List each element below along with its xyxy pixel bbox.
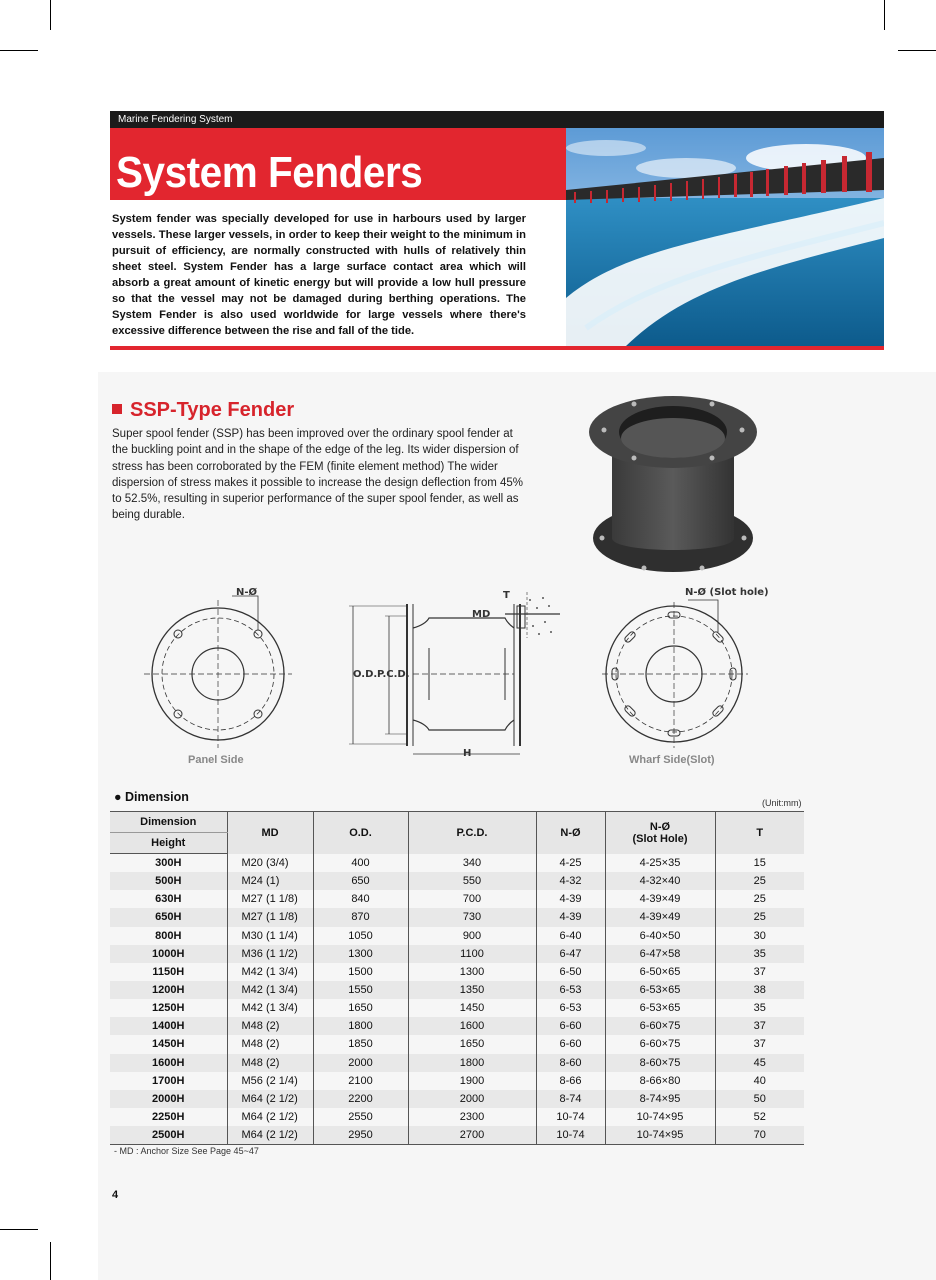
ssp-heading-text: SSP-Type Fender bbox=[130, 399, 295, 421]
wharf-hole-label: N-Ø (Slot hole) bbox=[685, 587, 769, 598]
row-md: M27 (1 1/8) bbox=[227, 908, 313, 926]
row-t: 35 bbox=[715, 999, 804, 1017]
row-n: 10-74 bbox=[536, 1108, 605, 1126]
row-n: 8-60 bbox=[536, 1054, 605, 1072]
row-n-slot: 8-60×75 bbox=[605, 1054, 715, 1072]
table-row bbox=[110, 981, 804, 999]
row-md: M42 (1 3/4) bbox=[227, 963, 313, 981]
row-t: 37 bbox=[715, 963, 804, 981]
row-n: 8-66 bbox=[536, 1072, 605, 1090]
row-n: 6-50 bbox=[536, 963, 605, 981]
row-t: 40 bbox=[715, 1072, 804, 1090]
row-n-slot: 8-74×95 bbox=[605, 1090, 715, 1108]
row-t: 37 bbox=[715, 1017, 804, 1035]
row-pcd: 900 bbox=[408, 927, 536, 945]
row-height: 1150H bbox=[152, 965, 185, 978]
header-divider bbox=[110, 346, 884, 350]
row-pcd: 2000 bbox=[408, 1090, 536, 1108]
table-row bbox=[110, 1126, 804, 1145]
dimension-heading bbox=[114, 790, 189, 804]
row-n-slot: 6-53×65 bbox=[605, 999, 715, 1017]
row-pcd: 1800 bbox=[408, 1054, 536, 1072]
row-od: 2100 bbox=[313, 1072, 408, 1090]
row-pcd: 2300 bbox=[408, 1108, 536, 1126]
header-od: O.D. bbox=[313, 812, 408, 854]
row-n-slot: 6-60×75 bbox=[605, 1017, 715, 1035]
row-height: 1000H bbox=[110, 945, 227, 963]
row-md: M64 (2 1/2) bbox=[227, 1126, 313, 1145]
table-note: - MD : Anchor Size See Page 45~47 bbox=[114, 1146, 259, 1156]
row-t: 38 bbox=[715, 981, 804, 999]
page-number: 4 bbox=[112, 1189, 119, 1201]
ssp-description: Super spool fender (SSP) has been improved over the ordinary spool fender at the buckling point and in the shape of the edge of the leg. Its wider dispersion of stress has been corroborated by the FEM (finite element method) The wider dispersion of stress makes it possible to increase the design deflection from 45% to 52.5%, resulting in superior performance of the super spool fender, as well as being durable. bbox=[112, 428, 524, 522]
crop-mark bbox=[0, 1229, 38, 1230]
row-od: 2550 bbox=[313, 1108, 408, 1126]
side-pcd-label: P.C.D. bbox=[377, 669, 410, 680]
row-md: M42 (1 3/4) bbox=[227, 981, 313, 999]
table-row bbox=[110, 927, 804, 945]
row-md: M48 (2) bbox=[227, 1054, 313, 1072]
header-n-slot bbox=[605, 812, 715, 854]
row-t: 25 bbox=[715, 890, 804, 908]
row-n: 6-60 bbox=[536, 1017, 605, 1035]
row-md: M27 (1 1/8) bbox=[227, 890, 313, 908]
header-n: N-Ø bbox=[536, 812, 605, 854]
row-n-slot: 4-39×49 bbox=[605, 890, 715, 908]
row-height: 630H bbox=[155, 893, 182, 906]
intro-text: System fender was specially developed for use in harbours used by larger vessels. These larger vessels, in order to keep their weight to the minimum in pursuit of efficiency, are normally constructed with hulls of relatively thin sheet steel. System Fender has a large surface contact area which will absorb a great amount of kinetic energy but will provide a low hull pressure so that the vessel may not be damaged during berthing operations. The System Fender is also used worldwide for large vessels where there's excessive difference between the rise and fall of the tide. bbox=[112, 213, 526, 337]
row-od: 1050 bbox=[313, 927, 408, 945]
table-row bbox=[110, 1072, 804, 1090]
row-t: 37 bbox=[715, 1035, 804, 1053]
panel-hole-label: N-Ø bbox=[236, 587, 258, 598]
row-od: 2000 bbox=[313, 1054, 408, 1072]
row-t: 50 bbox=[715, 1090, 804, 1108]
crop-mark bbox=[884, 0, 885, 30]
row-n-slot: 4-25×35 bbox=[605, 854, 715, 873]
square-bullet-icon bbox=[112, 404, 122, 414]
table-row bbox=[110, 945, 804, 963]
header-height: Height bbox=[110, 833, 227, 854]
table-row bbox=[110, 872, 804, 890]
row-n: 6-40 bbox=[536, 927, 605, 945]
row-md: M48 (2) bbox=[227, 1017, 313, 1035]
side-md-label: MD bbox=[472, 609, 491, 620]
row-md: M48 (2) bbox=[227, 1035, 313, 1053]
table-row bbox=[110, 1017, 804, 1035]
row-md: M64 (2 1/2) bbox=[227, 1090, 313, 1108]
table-row bbox=[110, 1108, 804, 1126]
header-n-slot-line1: N-Ø bbox=[649, 820, 671, 833]
header-dimension: Dimension bbox=[110, 812, 227, 833]
row-n: 4-32 bbox=[536, 872, 605, 890]
row-od: 1550 bbox=[313, 981, 408, 999]
side-od-label: O.D. bbox=[353, 669, 378, 680]
row-md: M64 (2 1/2) bbox=[227, 1108, 313, 1126]
row-od: 1500 bbox=[313, 963, 408, 981]
row-n-slot: 6-50×65 bbox=[605, 963, 715, 981]
row-n: 6-47 bbox=[536, 945, 605, 963]
table-row bbox=[110, 1090, 804, 1108]
row-pcd: 700 bbox=[408, 890, 536, 908]
row-od: 650 bbox=[313, 872, 408, 890]
table-row bbox=[110, 854, 804, 873]
header-t: T bbox=[715, 812, 804, 854]
row-od: 870 bbox=[313, 908, 408, 926]
side-h-label: H bbox=[463, 748, 472, 759]
row-pcd: 730 bbox=[408, 908, 536, 926]
row-n-slot: 10-74×95 bbox=[605, 1126, 715, 1145]
row-n-slot: 6-60×75 bbox=[605, 1035, 715, 1053]
section-label: Marine Fendering System bbox=[118, 114, 233, 125]
panel-side-caption: Panel Side bbox=[188, 754, 244, 766]
ssp-heading bbox=[112, 399, 294, 422]
row-n-slot: 4-32×40 bbox=[605, 872, 715, 890]
row-t: 45 bbox=[715, 1054, 804, 1072]
row-t: 25 bbox=[715, 872, 804, 890]
crop-mark bbox=[0, 50, 38, 51]
page-title: System Fenders bbox=[116, 148, 423, 197]
row-height: 1600H bbox=[110, 1054, 227, 1072]
row-height: 800H bbox=[155, 929, 182, 942]
row-n: 4-25 bbox=[536, 854, 605, 873]
row-n: 6-53 bbox=[536, 999, 605, 1017]
row-height: 2000H bbox=[110, 1090, 227, 1108]
row-n-slot: 6-40×50 bbox=[605, 927, 715, 945]
row-height: 300H bbox=[155, 857, 182, 870]
row-height: 2500H bbox=[110, 1126, 227, 1145]
row-md: M30 (1 1/4) bbox=[227, 927, 313, 945]
row-od: 400 bbox=[313, 854, 408, 873]
dimension-table bbox=[110, 811, 804, 1145]
row-md: M56 (2 1/4) bbox=[227, 1072, 313, 1090]
row-t: 30 bbox=[715, 927, 804, 945]
row-t: 15 bbox=[715, 854, 804, 873]
wharf-side-diagram bbox=[598, 594, 758, 754]
row-height: 2250H bbox=[152, 1111, 185, 1124]
wharf-side-caption: Wharf Side(Slot) bbox=[629, 754, 715, 766]
row-n: 4-39 bbox=[536, 890, 605, 908]
table-row bbox=[110, 1054, 804, 1072]
header-n-slot-line2: (Slot Hole) bbox=[632, 832, 688, 845]
row-height: 1200H bbox=[110, 981, 227, 999]
row-n-slot: 4-39×49 bbox=[605, 908, 715, 926]
row-od: 1850 bbox=[313, 1035, 408, 1053]
row-md: M42 (1 3/4) bbox=[227, 999, 313, 1017]
section-bar bbox=[110, 111, 884, 128]
row-md: M24 (1) bbox=[227, 872, 313, 890]
table-row bbox=[110, 908, 804, 926]
header-pcd: P.C.D. bbox=[408, 812, 536, 854]
crop-mark bbox=[50, 1242, 51, 1280]
row-pcd: 340 bbox=[408, 854, 536, 873]
row-n-slot: 6-47×58 bbox=[605, 945, 715, 963]
table-row bbox=[110, 999, 804, 1017]
ssp-fender-image bbox=[584, 392, 762, 578]
header-md: MD bbox=[227, 812, 313, 854]
row-n: 4-39 bbox=[536, 908, 605, 926]
row-height: 1400H bbox=[110, 1017, 227, 1035]
row-height: 1250H bbox=[152, 1002, 185, 1015]
row-t: 35 bbox=[715, 945, 804, 963]
crop-mark bbox=[898, 50, 936, 51]
row-od: 2950 bbox=[313, 1126, 408, 1145]
side-t-label: T bbox=[503, 590, 510, 601]
unit-label: (Unit:mm) bbox=[762, 798, 802, 808]
row-height: 1450H bbox=[152, 1038, 185, 1051]
row-od: 1650 bbox=[313, 999, 408, 1017]
row-t: 52 bbox=[715, 1108, 804, 1126]
dimension-table-body bbox=[110, 854, 804, 1145]
bullet-dot-icon: ● bbox=[114, 790, 126, 804]
row-pcd: 1600 bbox=[408, 1017, 536, 1035]
row-pcd: 1100 bbox=[408, 945, 536, 963]
table-row bbox=[110, 890, 804, 908]
row-pcd: 1450 bbox=[408, 999, 536, 1017]
row-od: 1300 bbox=[313, 945, 408, 963]
crop-mark bbox=[50, 0, 51, 30]
row-md: M20 (3/4) bbox=[227, 854, 313, 873]
row-t: 25 bbox=[715, 908, 804, 926]
row-height: 500H bbox=[110, 872, 227, 890]
row-n-slot: 8-66×80 bbox=[605, 1072, 715, 1090]
row-pcd: 2700 bbox=[408, 1126, 536, 1145]
row-n-slot: 10-74×95 bbox=[605, 1108, 715, 1126]
row-n-slot: 6-53×65 bbox=[605, 981, 715, 999]
row-pcd: 1350 bbox=[408, 981, 536, 999]
table-row bbox=[110, 1035, 804, 1053]
row-pcd: 1650 bbox=[408, 1035, 536, 1053]
row-n: 6-60 bbox=[536, 1035, 605, 1053]
panel-side-diagram bbox=[140, 584, 300, 754]
dimension-heading-text: Dimension bbox=[125, 790, 189, 804]
row-od: 840 bbox=[313, 890, 408, 908]
row-pcd: 1300 bbox=[408, 963, 536, 981]
row-height: 1700H bbox=[152, 1074, 185, 1087]
row-t: 70 bbox=[715, 1126, 804, 1145]
fender-line-photo bbox=[566, 128, 884, 346]
row-od: 1800 bbox=[313, 1017, 408, 1035]
row-n: 10-74 bbox=[536, 1126, 605, 1145]
row-height: 650H bbox=[110, 908, 227, 926]
row-n: 6-53 bbox=[536, 981, 605, 999]
table-row bbox=[110, 963, 804, 981]
row-pcd: 1900 bbox=[408, 1072, 536, 1090]
row-md: M36 (1 1/2) bbox=[227, 945, 313, 963]
row-od: 2200 bbox=[313, 1090, 408, 1108]
row-n: 8-74 bbox=[536, 1090, 605, 1108]
row-pcd: 550 bbox=[408, 872, 536, 890]
